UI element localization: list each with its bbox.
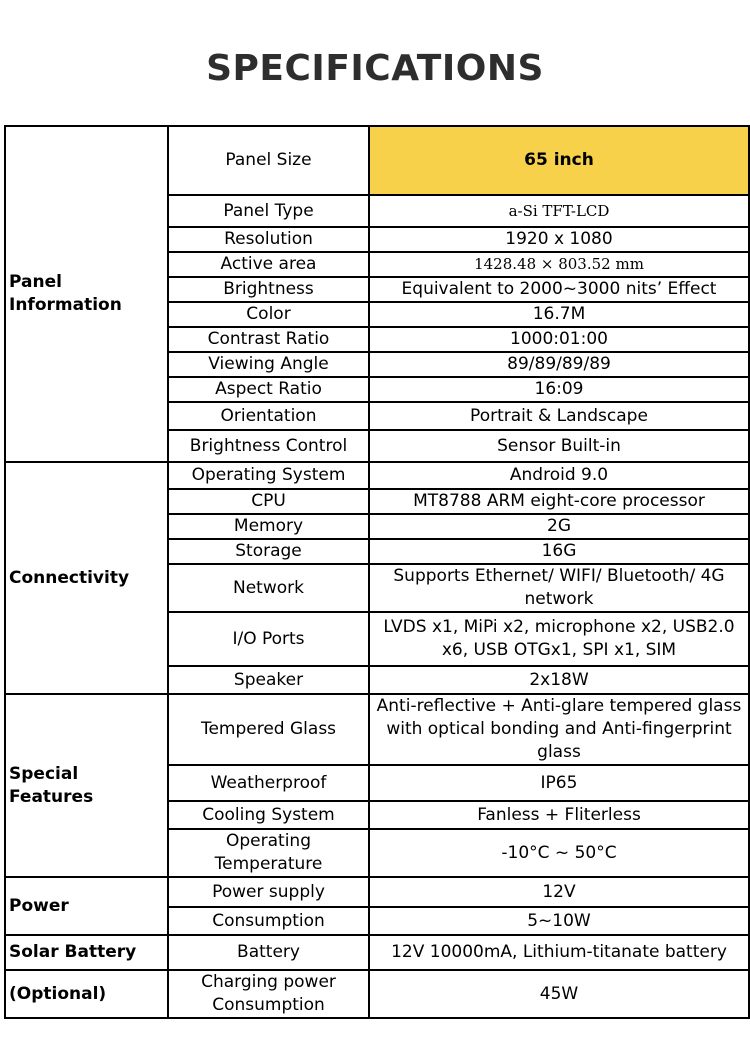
spec-label: Power supply <box>168 877 369 907</box>
page-title: SPECIFICATIONS <box>206 48 544 89</box>
spec-label: Charging power Consumption <box>168 970 369 1018</box>
spec-value: -10°C ~ 50°C <box>369 829 749 877</box>
table-row <box>5 694 749 765</box>
spec-label: Battery <box>168 935 369 970</box>
spec-value: 45W <box>369 970 749 1018</box>
spec-label: Storage <box>168 539 369 564</box>
spec-label: Consumption <box>168 907 369 935</box>
spec-value: 5~10W <box>369 907 749 935</box>
spec-label: Operating Temperature <box>168 829 369 877</box>
spec-value: 1428.48 × 803.52 mm <box>369 252 749 277</box>
spec-value: Fanless + Fliterless <box>369 801 749 829</box>
category-connectivity: Connectivity <box>5 462 168 694</box>
spec-label: Color <box>168 302 369 327</box>
spec-value <box>369 612 749 666</box>
spec-label: I/O Ports <box>168 612 369 666</box>
spec-value: a-Si TFT-LCD <box>369 195 749 227</box>
spec-value-text: LVDS x1, MiPi x2, microphone x2, USB2.0 x6, USB OTGx1, SPI x1, SIM <box>383 617 735 660</box>
spec-value: 16G <box>369 539 749 564</box>
specifications-table <box>4 125 750 1019</box>
spec-label: CPU <box>168 489 369 514</box>
spec-value-highlight: 65 inch <box>369 126 749 195</box>
category-power: Power <box>5 877 168 935</box>
spec-label: Tempered Glass <box>168 694 369 765</box>
spec-label: Operating System <box>168 462 369 489</box>
spec-value: 89/89/89/89 <box>369 352 749 377</box>
table-row <box>5 126 749 195</box>
spec-value: 1920 x 1080 <box>369 227 749 252</box>
spec-label: Contrast Ratio <box>168 327 369 352</box>
spec-label: Brightness Control <box>168 430 369 462</box>
spec-value: 16:09 <box>369 377 749 402</box>
spec-label: Resolution <box>168 227 369 252</box>
spec-value: Anti-reflective + Anti-glare tempered glass with optical bonding and Anti-fingerprint glass <box>369 694 749 765</box>
category-special-features: Special Features <box>5 694 168 877</box>
category-solar-battery: Solar Battery <box>5 935 168 970</box>
spec-label: Orientation <box>168 402 369 430</box>
spec-label: Cooling System <box>168 801 369 829</box>
spec-value: 1000:01:00 <box>369 327 749 352</box>
spec-value: 12V <box>369 877 749 907</box>
spec-value: Portrait & Landscape <box>369 402 749 430</box>
category-optional: (Optional) <box>5 970 168 1018</box>
spec-label: Aspect Ratio <box>168 377 369 402</box>
spec-label: Weatherproof <box>168 765 369 801</box>
spec-label: Panel Type <box>168 195 369 227</box>
spec-value: Sensor Built-in <box>369 430 749 462</box>
spec-value: IP65 <box>369 765 749 801</box>
spec-label: Active area <box>168 252 369 277</box>
spec-label: Memory <box>168 514 369 539</box>
table-row <box>5 970 749 1018</box>
spec-label: Speaker <box>168 666 369 694</box>
spec-value: 2x18W <box>369 666 749 694</box>
spec-value: Supports Ethernet/ WIFI/ Bluetooth/ 4G network <box>369 564 749 612</box>
spec-label: Brightness <box>168 277 369 302</box>
spec-value: Android 9.0 <box>369 462 749 489</box>
spec-label: Viewing Angle <box>168 352 369 377</box>
spec-value: 16.7M <box>369 302 749 327</box>
spec-value: 2G <box>369 514 749 539</box>
spec-label: Panel Size <box>168 126 369 195</box>
spec-value: MT8788 ARM eight-core processor <box>369 489 749 514</box>
category-panel-information: Panel Information <box>5 126 168 462</box>
table-row <box>5 462 749 489</box>
spec-label: Network <box>168 564 369 612</box>
table-row <box>5 935 749 970</box>
spec-value: 12V 10000mA, Lithium-titanate battery <box>369 935 749 970</box>
spec-value: Equivalent to 2000~3000 nits’ Effect <box>369 277 749 302</box>
table-row <box>5 877 749 907</box>
